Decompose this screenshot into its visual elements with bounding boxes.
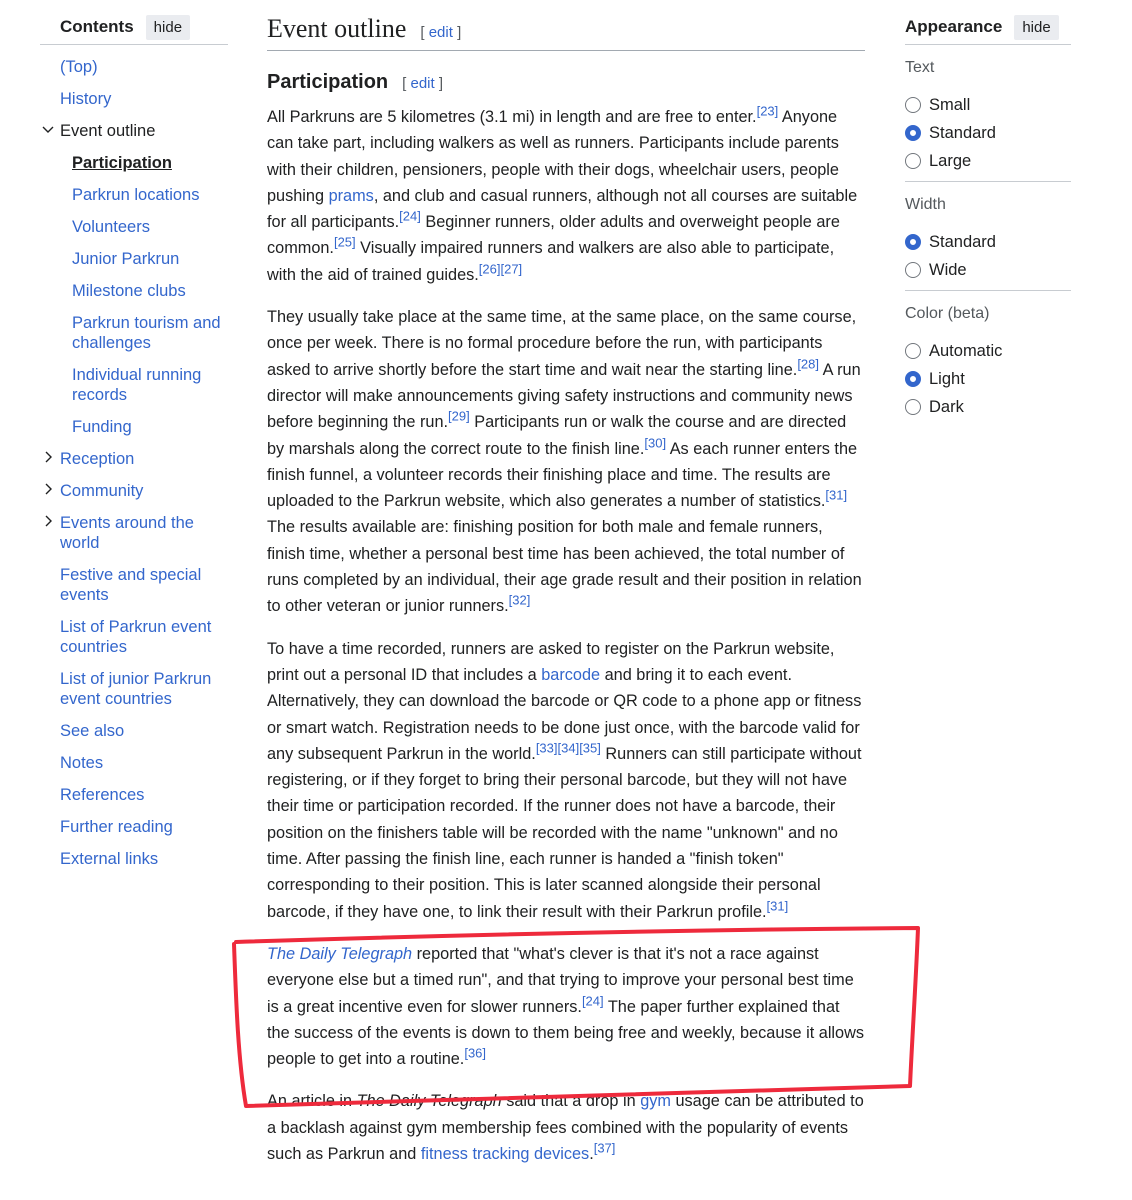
appearance-section-label: Text [905, 59, 935, 76]
edit-link-label[interactable]: edit [410, 75, 435, 92]
table-of-contents [40, 10, 228, 875]
toc-item[interactable] [40, 443, 228, 475]
radio-checked-icon[interactable] [905, 371, 921, 387]
citation-reference[interactable]: [35] [579, 740, 601, 756]
toc-item-label: History [60, 90, 112, 108]
toc-item[interactable] [40, 747, 228, 779]
toc-item[interactable] [40, 83, 228, 115]
toc-item[interactable] [40, 307, 228, 359]
radio-option-label: Wide [929, 260, 967, 279]
inline-link[interactable]: prams [328, 186, 374, 205]
article-content [267, 14, 865, 1167]
edit-bracket-close: ] [457, 24, 462, 41]
toc-item[interactable] [40, 179, 228, 211]
radio-option[interactable] [905, 91, 1071, 119]
toc-item-label: Parkrun locations [72, 186, 200, 204]
radio-checked-icon[interactable] [905, 234, 921, 250]
chevron-right-icon[interactable] [42, 481, 54, 501]
paragraph-text: said that a drop in [501, 1092, 641, 1111]
toc-item[interactable] [40, 715, 228, 747]
citation-reference[interactable]: [33] [535, 740, 558, 756]
citation-reference[interactable]: [30] [644, 435, 667, 451]
appearance-hide-button[interactable]: hide [1014, 15, 1058, 40]
subsection-heading: Participation [267, 71, 389, 93]
radio-option[interactable] [905, 393, 1071, 421]
appearance-section [905, 45, 1071, 182]
toc-item[interactable] [40, 663, 228, 715]
subsection-heading-row [267, 71, 865, 94]
radio-unchecked-icon[interactable] [905, 399, 921, 415]
appearance-section [905, 291, 1071, 427]
paragraph-text: As each runner enters the finish funnel, a volunteer records their finishing place and time. The results are uploaded to the Parkrun website, which also generates a number of statistics. [267, 439, 858, 511]
toc-item[interactable] [40, 243, 228, 275]
article-paragraph [267, 304, 865, 620]
radio-checked-icon[interactable] [905, 125, 921, 141]
toc-item-label: Event outline [60, 122, 156, 140]
paragraph-text: An article in [267, 1092, 357, 1111]
edit-bracket-close: ] [438, 75, 444, 92]
citation-reference[interactable]: [29] [448, 408, 470, 424]
toc-item-label: Further reading [60, 818, 173, 836]
edit-bracket-open: [ [420, 24, 425, 41]
radio-option-label: Automatic [929, 341, 1003, 360]
radio-option-label: Dark [929, 397, 964, 416]
radio-option[interactable] [905, 228, 1071, 256]
toc-item[interactable] [40, 475, 228, 507]
citation-reference[interactable]: [24] [399, 208, 421, 224]
radio-option[interactable] [905, 119, 1071, 147]
toc-item[interactable] [40, 115, 228, 147]
chevron-down-icon[interactable] [42, 121, 54, 141]
paragraph-text: They usually take place at the same time, at the same place, on the same course, once per week. There is no formal procedure before the run, with participants asked to arrive shortly before the start time and wait near the starting line. [267, 308, 857, 379]
radio-unchecked-icon[interactable] [905, 262, 921, 278]
citation-reference[interactable]: [37] [593, 1140, 616, 1156]
citation-reference[interactable]: [28] [797, 356, 819, 372]
radio-unchecked-icon[interactable] [905, 343, 921, 359]
chevron-right-icon[interactable] [42, 513, 54, 533]
article-paragraph [267, 1088, 865, 1167]
chevron-right-icon[interactable] [42, 449, 54, 469]
paragraph-text: Beginner runners, older adults and overweight people are common. [267, 213, 840, 258]
radio-option[interactable] [905, 337, 1071, 365]
toc-hide-button[interactable]: hide [146, 15, 190, 40]
inline-link[interactable]: barcode [541, 665, 601, 684]
citation-reference[interactable]: [36] [464, 1045, 487, 1061]
citation-reference[interactable]: [34] [557, 740, 580, 756]
toc-item-label: Participation [72, 154, 172, 172]
toc-item[interactable] [40, 507, 228, 559]
toc-item-label: (Top) [60, 58, 98, 76]
paragraph-text: A run director will make announcements giving safety instructions and community news before beginning the run. [267, 360, 861, 432]
toc-item[interactable] [40, 211, 228, 243]
toc-title: Contents [60, 17, 134, 36]
toc-item-label: List of Parkrun event countries [60, 618, 212, 656]
toc-item[interactable] [40, 611, 228, 663]
toc-item-label: Reception [60, 450, 135, 468]
toc-list [40, 51, 228, 875]
article-paragraph [267, 941, 865, 1072]
subsection-edit-link [402, 75, 443, 92]
radio-option-label: Small [929, 95, 971, 114]
toc-item-label: Volunteers [72, 218, 150, 236]
section-heading-row [267, 14, 865, 51]
toc-item-label: List of junior Parkrun event countries [60, 670, 212, 708]
citation-reference[interactable]: [32] [508, 592, 531, 608]
citation-reference[interactable]: [24] [581, 993, 604, 1009]
section-edit-link [420, 24, 461, 41]
citation-reference[interactable]: [31] [766, 898, 789, 914]
article-paragraph [267, 636, 865, 925]
toc-item-label: Community [60, 482, 144, 500]
toc-item[interactable] [40, 843, 228, 875]
paragraph-text: To have a time recorded, runners are asked to register on the Parkrun website, print out a personal ID that includes a [267, 639, 835, 684]
paragraph-text: Visually impaired runners and walkers are also able to participate, with the aid of trained guides. [267, 239, 835, 284]
radio-option[interactable] [905, 365, 1071, 393]
inline-link[interactable]: fitness tracking devices [420, 1144, 590, 1163]
citation-reference[interactable]: [27] [500, 261, 523, 277]
toc-item[interactable] [40, 811, 228, 843]
paragraph-text: Anyone can take part, including walkers as well as runners. Participants include parents with their children, pensioners, people with their dogs, wheelchair users, people pushing [267, 108, 839, 205]
toc-item-label: Notes [60, 754, 104, 772]
toc-item[interactable] [40, 779, 228, 811]
toc-item[interactable] [40, 51, 228, 83]
article-paragraphs [267, 104, 865, 1167]
paragraph-text: . [589, 1144, 594, 1163]
toc-item-label: See also [60, 722, 125, 740]
toc-item-label: Funding [72, 418, 132, 436]
edit-bracket-open: [ [402, 75, 407, 92]
toc-item[interactable] [40, 411, 228, 443]
paragraph-text: Runners can still participate without registering, or if they forget to bring their personal barcode, but they will not have their time or participation recorded. If the runner does not have a barcode, their position on the finishers table will be recorded with the name "unknown" and no time. After passing the finish line, each runner is handed a "finish token" corresponding to their position. This is later scanned alongside their personal barcode, if they have one, to link their result with their Parkrun profile. [267, 744, 862, 921]
toc-item[interactable] [40, 275, 228, 307]
radio-option-label: Standard [929, 232, 996, 251]
appearance-section-label: Color (beta) [905, 305, 990, 322]
article-paragraph [267, 104, 865, 288]
citation-reference[interactable]: [26] [478, 261, 501, 277]
edit-link-label[interactable]: edit [428, 24, 453, 41]
citation-reference[interactable]: [25] [333, 235, 356, 251]
paragraph-text: Participants run or walk the course and are directed by marshals along the correct route to the finish line. [267, 413, 847, 458]
toc-item-label: Parkrun tourism and challenges [72, 314, 221, 352]
toc-item[interactable] [40, 559, 228, 611]
inline-link[interactable]: The Daily Telegraph [267, 944, 413, 963]
toc-item[interactable] [40, 147, 228, 179]
appearance-section [905, 182, 1071, 291]
radio-option-label: Standard [929, 123, 996, 142]
appearance-sections [905, 45, 1071, 427]
appearance-section-label: Width [905, 196, 946, 213]
radio-unchecked-icon[interactable] [905, 97, 921, 113]
appearance-header [905, 10, 1071, 45]
toc-item-label: References [60, 786, 145, 804]
toc-item-label: Milestone clubs [72, 282, 186, 300]
italic-text: The Daily Telegraph [356, 1092, 502, 1111]
radio-option[interactable] [905, 147, 1071, 175]
section-heading: Event outline [267, 14, 407, 43]
toc-item-label: Festive and special events [60, 566, 202, 604]
appearance-title: Appearance [905, 17, 1003, 36]
radio-unchecked-icon[interactable] [905, 153, 921, 169]
toc-header [40, 10, 228, 45]
citation-reference[interactable]: [31] [825, 487, 848, 503]
radio-option-label: Large [929, 151, 972, 170]
radio-option-label: Light [929, 369, 965, 388]
toc-item-label: Individual running records [72, 366, 202, 404]
toc-item[interactable] [40, 359, 228, 411]
paragraph-text: The results available are: finishing position for both male and female runners, finish time, whether a personal best time has been achieved, the total number of runs completed by an individual, their age grade result and their position in relation to other veteran or junior runners. [267, 518, 862, 616]
paragraph-text: The paper further explained that the success of the events is down to them being free and weekly, because it allows people to get into a routine. [267, 997, 865, 1069]
paragraph-text: and bring it to each event. Alternatively, they can download the barcode or QR code to a phone app or fitness or smart watch. Registration needs to be done just once, with the barcode valid for any subsequent Parkrun in the world. [267, 665, 862, 763]
appearance-panel [905, 10, 1071, 427]
paragraph-text: reported that "what's clever is that it's not a race against everyone else but a timed run", and that trying to improve your personal best time is a great incentive even for slower runners. [267, 944, 854, 1016]
paragraph-text: All Parkruns are 5 kilometres (3.1 mi) in length and are free to enter. [267, 108, 757, 126]
paragraph-text: usage can be attributed to a backlash against gym membership fees combined with the popularity of events such as Parkrun and [267, 1092, 864, 1163]
inline-link[interactable]: gym [640, 1092, 671, 1111]
toc-item-label: External links [60, 850, 159, 868]
radio-option[interactable] [905, 256, 1071, 284]
toc-item-label: Events around the world [60, 514, 194, 552]
paragraph-text: , and club and casual runners, although not all courses are suitable for all participants. [267, 186, 858, 232]
citation-reference[interactable]: [23] [756, 103, 779, 119]
toc-item-label: Junior Parkrun [72, 250, 180, 268]
